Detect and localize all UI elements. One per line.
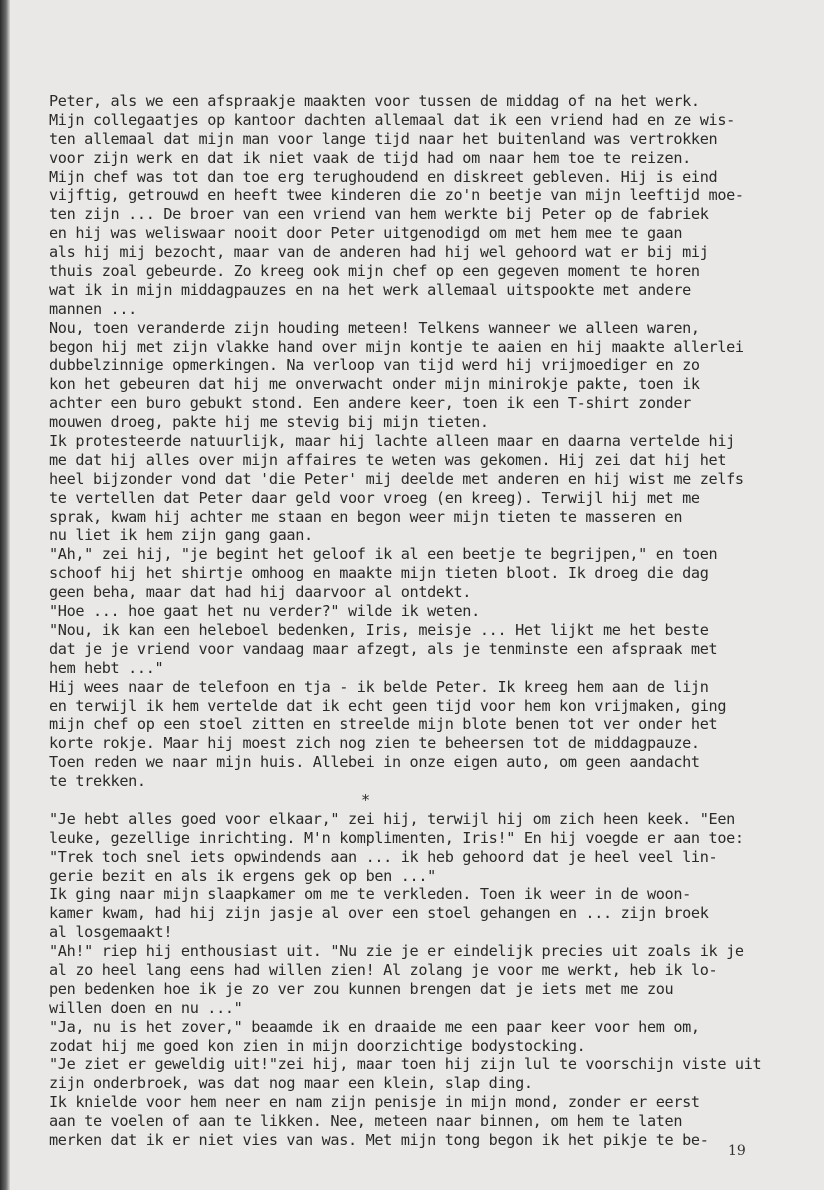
- text-line: Mijn chef was tot dan toe erg terughoudend en diskreet gebleven. Hij is eind: [49, 167, 718, 186]
- text-line: Nou, toen veranderde zijn houding meteen! Telkens wanneer we alleen waren,: [49, 318, 700, 337]
- text-line: kamer kwam, had hij zijn jasje al over een stoel gehangen en ... zijn broek: [49, 904, 709, 923]
- section-separator: [49, 791, 782, 810]
- text-line: sprak, kwam hij achter me staan en begon weer mijn tieten te masseren en: [49, 507, 683, 526]
- text-line: Mijn collegaatjes op kantoor dachten allemaal dat ik een vriend had en ze wis-: [49, 110, 735, 129]
- text-line: kon het gebeuren dat hij me onverwacht onder mijn minirokje pakte, toen ik: [49, 375, 700, 394]
- page-binding-edge: [0, 0, 10, 1190]
- text-line: me dat hij alles over mijn affaires te weten was gekomen. Hij zei dat hij het: [49, 450, 727, 469]
- text-line: "Nou, ik kan een heleboel bedenken, Iris, meisje ... Het lijkt me het beste: [49, 620, 709, 639]
- text-line: hem hebt ...": [49, 658, 164, 677]
- text-line: al losgemaakt!: [49, 923, 173, 942]
- text-line: schoof hij het shirtje omhoog en maakte mijn tieten bloot. Ik droeg die dag: [49, 564, 709, 583]
- text-line: voor zijn werk en dat ik niet vaak de tijd had om naar hem toe te reizen.: [49, 148, 691, 167]
- text-line: al zo heel lang eens had willen zien! Al zolang je voor me werkt, heb ik lo-: [49, 960, 718, 979]
- text-line: te vertellen dat Peter daar geld voor vroeg (en kreeg). Terwijl hij met me: [49, 488, 700, 507]
- text-line: "Je hebt alles goed voor elkaar," zei hij, terwijl hij om zich heen keek. "Een: [49, 809, 735, 828]
- text-line: merken dat ik er niet vies van was. Met mijn tong begon ik het pikje te be-: [49, 1130, 709, 1149]
- text-line: thuis zoal gebeurde. Zo kreeg ook mijn chef op een gegeven moment te horen: [49, 262, 700, 281]
- text-line: mijn chef op een stoel zitten en streelde mijn blote benen tot ver onder het: [49, 715, 718, 734]
- text-line: "Ah," zei hij, "je begint het geloof ik al een beetje te begrijpen," en toen: [49, 545, 718, 564]
- text-block-after-break: [49, 810, 782, 1150]
- text-line: heel bijzonder vond dat 'die Peter' mij deelde met anderen en hij wist me zelfs: [49, 469, 744, 488]
- text-line: als hij mij bezocht, maar van de anderen had hij wel gehoord wat er bij mij: [49, 243, 709, 262]
- text-line: "Je ziet er geweldig uit!"zei hij, maar toen hij zijn lul te voorschijn viste uit: [49, 1055, 762, 1074]
- text-line: ten zijn ... De broer van een vriend van hem werkte bij Peter op de fabriek: [49, 205, 709, 224]
- text-line: Ik knielde voor hem neer en nam zijn penisje in mijn mond, zonder er eerst: [49, 1093, 700, 1112]
- text-line: dat je je vriend voor vandaag maar afzegt, als je tenminste een afspraak met: [49, 639, 718, 658]
- page-number: 19: [728, 1143, 746, 1159]
- text-line: Toen reden we naar mijn huis. Allebei in onze eigen auto, om geen aandacht: [49, 753, 700, 772]
- text-line: Ik protesteerde natuurlijk, maar hij lachte alleen maar en daarna vertelde hij: [49, 432, 735, 451]
- text-line: willen doen en nu ...": [49, 998, 243, 1017]
- text-line: Peter, als we een afspraakje maakten voor tussen de middag of na het werk.: [49, 92, 700, 110]
- text-line: dubbelzinnige opmerkingen. Na verloop van tijd werd hij vrijmoediger en zo: [49, 356, 700, 375]
- text-line: "Ja, nu is het zover," beaamde ik en draaide me een paar keer voor hem om,: [49, 1017, 700, 1036]
- text-line: begon hij met zijn vlakke hand over mijn kontje te aaien en hij maakte allerlei: [49, 337, 744, 356]
- text-line: aan te voelen of aan te likken. Nee, meteen naar binnen, om hem te laten: [49, 1112, 683, 1131]
- text-line: pen bedenken hoe ik je zo ver zou kunnen brengen dat je iets met me zou: [49, 979, 674, 998]
- text-line: en hij was weliswaar nooit door Peter uitgenodigd om met hem mee te gaan: [49, 224, 683, 243]
- text-line: vijftig, getrouwd en heeft twee kinderen die zo'n beetje van mijn leeftijd moe-: [49, 186, 744, 205]
- text-line: nu liet ik hem zijn gang gaan.: [49, 526, 313, 545]
- text-line: te trekken.: [49, 772, 146, 791]
- text-line: geen beha, maar dat had hij daarvoor al ontdekt.: [49, 583, 472, 602]
- text-line: zodat hij me goed kon zien in mijn doorzichtige bodystocking.: [49, 1036, 586, 1055]
- text-line: mannen ...: [49, 299, 137, 318]
- text-line: "Ah!" riep hij enthousiast uit. "Nu zie je er eindelijk precies uit zoals ik je: [49, 942, 744, 961]
- body-text: [49, 92, 782, 1150]
- text-line: korte rokje. Maar hij moest zich nog zien te beheersen tot de middagpauze.: [49, 734, 700, 753]
- text-line: "Hoe ... hoe gaat het nu verder?" wilde ik weten.: [49, 602, 480, 621]
- text-block-before-break: [49, 92, 782, 791]
- text-line: Hij wees naar de telefoon en tja - ik belde Peter. Ik kreeg hem aan de lijn: [49, 677, 709, 696]
- text-line: ten allemaal dat mijn man voor lange tijd naar het buitenland was vertrokken: [49, 129, 718, 148]
- text-line: Ik ging naar mijn slaapkamer om me te verkleden. Toen ik weer in de woon-: [49, 885, 691, 904]
- text-line: en terwijl ik hem vertelde dat ik echt geen tijd voor hem kon vrijmaken, ging: [49, 696, 727, 715]
- text-line: wat ik in mijn middagpauzes en na het werk allemaal uitspookte met andere: [49, 280, 691, 299]
- text-line: mouwen droeg, pakte hij me stevig bij mijn tieten.: [49, 413, 489, 432]
- text-line: zijn onderbroek, was dat nog maar een klein, slap ding.: [49, 1074, 533, 1093]
- text-line: "Trek toch snel iets opwindends aan ... ik heb gehoord dat je heel veel lin-: [49, 847, 718, 866]
- text-line: gerie bezit en als ik ergens gek op ben ...": [49, 866, 436, 885]
- separator-asterisk: *: [361, 790, 370, 809]
- text-line: leuke, gezellige inrichting. M'n komplimenten, Iris!" En hij voegde er aan toe:: [49, 828, 744, 847]
- text-line: achter een buro gebukt stond. Een andere keer, toen ik een T-shirt zonder: [49, 394, 691, 413]
